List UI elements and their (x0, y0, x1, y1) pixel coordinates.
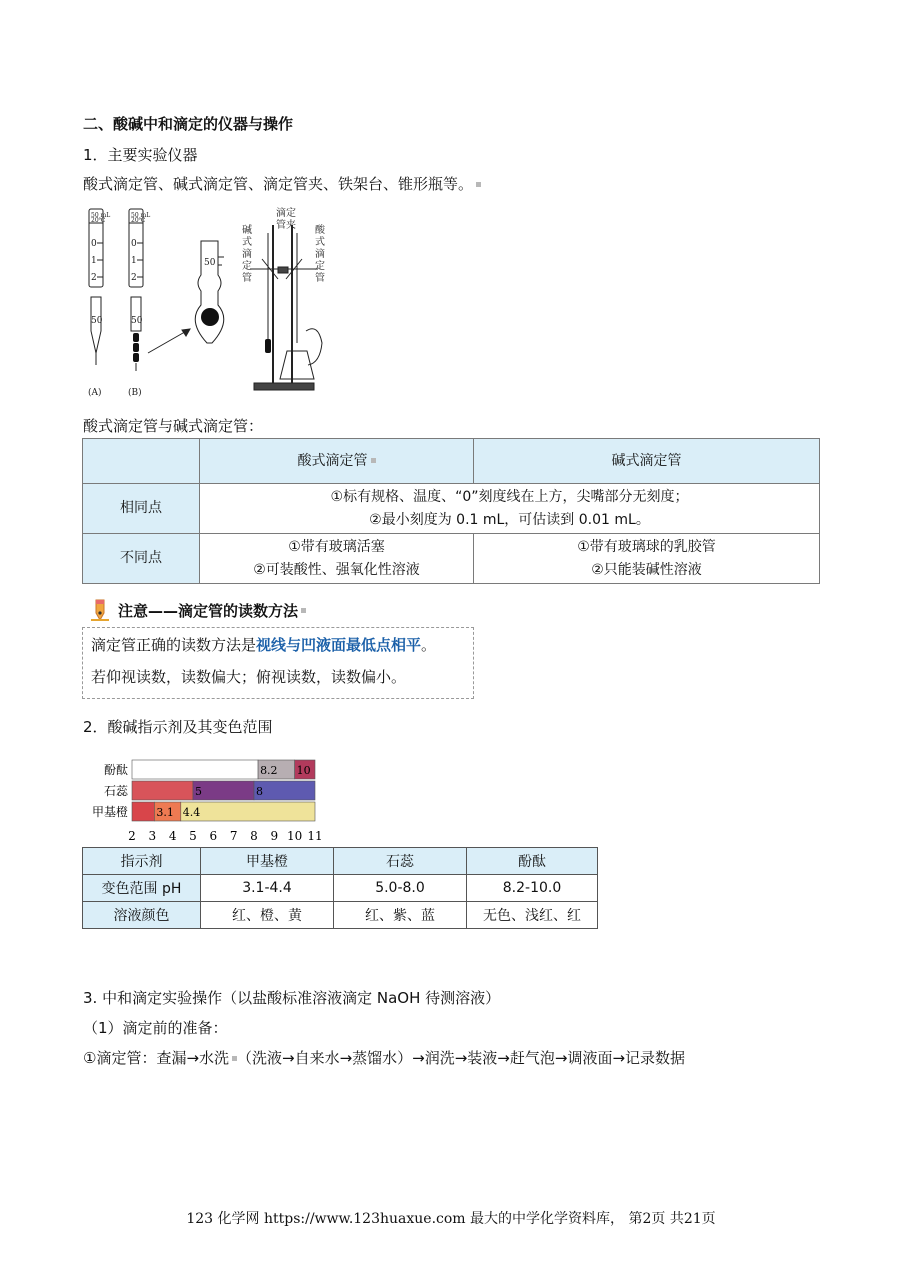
chart-tick-label: 6 (209, 829, 218, 843)
table-row (83, 875, 598, 902)
page-footer: 123 化学网 https://www.123huaxue.com 最大的中学化学资料库， 第2页 共21页 (186, 1211, 716, 1227)
chart-tick-label: 10 (287, 829, 303, 843)
chart-segment (132, 781, 193, 800)
tube-b-tick-1: 1 (131, 256, 137, 266)
sub3-title: 3. 中和滴定实验操作（以盐酸标准溶液滴定 NaOH 待测溶液） (83, 989, 501, 1007)
indicator-cell: 红、橙、黄 (201, 902, 334, 929)
indicator-header-1: 甲基橙 (201, 848, 334, 875)
header-base: 碱式滴定管 (474, 439, 820, 484)
indicator-cell: 3.1-4.4 (201, 875, 334, 902)
same-label: 相同点 (83, 484, 200, 534)
chart-tick-label: 8 (250, 829, 258, 843)
sub3-step1-text (83, 1047, 685, 1068)
chart-segment (181, 802, 315, 821)
indicator-header-2: 石蕊 (334, 848, 467, 875)
chart-tick-label: 9 (270, 829, 279, 843)
edit-mark (371, 458, 376, 463)
compare-caption: 酸式滴定管与碱式滴定管： (83, 417, 264, 435)
diff-acid-line-2: ②可装酸性、强氧化性溶液 (253, 561, 420, 578)
tube-a-tick-0: 0 (91, 239, 97, 249)
chart-segment (254, 781, 315, 800)
tube-a-temp-label: 20℃ (91, 217, 106, 224)
tube-a-tick-2: 2 (91, 273, 97, 283)
chart-segment-label: 10 (296, 764, 311, 777)
indicator-header-0: 指示剂 (83, 848, 201, 875)
diff-label: 不同点 (83, 534, 200, 584)
chart-tick-label: 11 (307, 829, 323, 843)
sub3-step1: （1）滴定前的准备： (83, 1019, 228, 1037)
tube-a-mark-50: 50 (91, 316, 103, 326)
indicator-cell: 变色范围 pH (83, 875, 201, 902)
note-line-1-prefix: 滴定管正确的读数方法是 (91, 636, 257, 654)
chart-tick-label: 2 (128, 829, 136, 843)
indicator-cell: 无色、浅红、红 (467, 902, 598, 929)
tube-b-temp-label: 20℃ (131, 217, 146, 224)
note-line-1-suffix: 。 (421, 636, 437, 654)
sub1-text (83, 173, 481, 194)
edit-mark (476, 182, 481, 187)
edit-mark (301, 608, 306, 613)
chart-segment-label: 5 (195, 785, 202, 798)
chart-tick-label: 3 (148, 829, 157, 843)
stand-base (254, 383, 314, 390)
apparatus-figure (82, 203, 332, 403)
indicator-cell: 5.0-8.0 (334, 875, 467, 902)
chart-row-label: 酚酞 (103, 763, 128, 777)
chart-segment (193, 781, 254, 800)
header-acid-label: 酸式滴定管 (297, 452, 368, 469)
indicator-header-3: 酚酞 (467, 848, 598, 875)
diff-acid-cell (200, 534, 474, 584)
diff-base-line-1: ①带有玻璃球的乳胶管 (577, 538, 716, 555)
tube-a-tick-1: 1 (91, 256, 97, 266)
sub3-step1-text-a: ①滴定管：查漏→水洗 (83, 1049, 230, 1067)
diff-base-line-2: ②只能装碱性溶液 (591, 561, 702, 578)
diff-acid-line-1: ①带有玻璃活塞 (288, 538, 385, 555)
same-line-1: ①标有规格、温度、“0”刻度线在上方，尖嘴部分无刻度； (330, 488, 689, 505)
burette-compare-table (82, 438, 820, 584)
tube-a-volume-label: 50 mL (91, 212, 111, 219)
same-line-2: ②最小刻度为 0.1 mL，可估读到 0.01 mL。 (369, 511, 650, 528)
chart-segment (132, 802, 154, 821)
tube-b-volume-label: 50 mL (131, 212, 151, 219)
table-row (83, 484, 820, 534)
tip-mark-50: 50 (204, 258, 216, 268)
tube-b-mark-50: 50 (131, 316, 143, 326)
diff-base-cell (474, 534, 820, 584)
chart-tick-label: 5 (189, 829, 197, 843)
chart-segment-label: 8 (256, 785, 263, 798)
enlarged-tip (195, 241, 224, 343)
sub2-title: 2．酸碱指示剂及其变色范围 (83, 718, 273, 736)
header-acid (200, 439, 474, 484)
tube-b-tick-0: 0 (131, 239, 137, 249)
chart-segment (132, 760, 258, 779)
chart-row-label: 石蕊 (103, 784, 128, 798)
sub3-step1-text-b: （洗液→自来水→蒸馏水）→润洗→装液→赶气泡→调液面→记录数据 (237, 1049, 686, 1067)
note-line-1 (91, 634, 436, 655)
chart-tick-label: 4 (168, 829, 177, 843)
indicator-cell: 8.2-10.0 (467, 875, 598, 902)
note-title-text: 注意——滴定管的读数方法 (118, 601, 299, 620)
acid-burette-label: 酸式滴定管 (315, 225, 325, 284)
glass-bead-enlarged (201, 308, 219, 326)
note-box (82, 627, 474, 699)
table-corner (83, 439, 200, 484)
table-row (83, 902, 598, 929)
table-row (83, 848, 598, 875)
chart-tick-label: 7 (229, 829, 238, 843)
same-cell (200, 484, 820, 534)
indicator-cell: 红、紫、蓝 (334, 902, 467, 929)
indicator-range-chart (82, 757, 332, 843)
label-b: (B) (128, 388, 142, 398)
chart-segment-label: 3.1 (156, 806, 174, 819)
chart-row-label: 甲基橙 (91, 805, 128, 819)
clamp-label: 滴定管夹 (276, 208, 296, 231)
note-title (88, 598, 306, 622)
base-burette-label: 碱式滴定管 (242, 225, 252, 284)
sub1-title: 1．主要实验仪器 (83, 146, 198, 164)
tube-b-tick-2: 2 (131, 273, 137, 283)
note-line-1-bold: 视线与凹液面最低点相平 (256, 636, 422, 654)
indicator-table (82, 847, 598, 929)
chart-segment-label: 8.2 (260, 764, 278, 777)
sub1-text-content: 酸式滴定管、碱式滴定管、滴定管夹、铁架台、锥形瓶等。 (83, 175, 474, 193)
indicator-cell: 溶液颜色 (83, 902, 201, 929)
label-a: (A) (88, 388, 102, 398)
table-row (83, 439, 820, 484)
note-line-2: 若仰视读数，读数偏大；俯视读数，读数偏小。 (91, 668, 407, 686)
pencil-icon (88, 598, 112, 622)
table-row (83, 534, 820, 584)
chart-segment-label: 4.4 (182, 806, 201, 819)
section-title: 二、酸碱中和滴定的仪器与操作 (83, 115, 294, 133)
